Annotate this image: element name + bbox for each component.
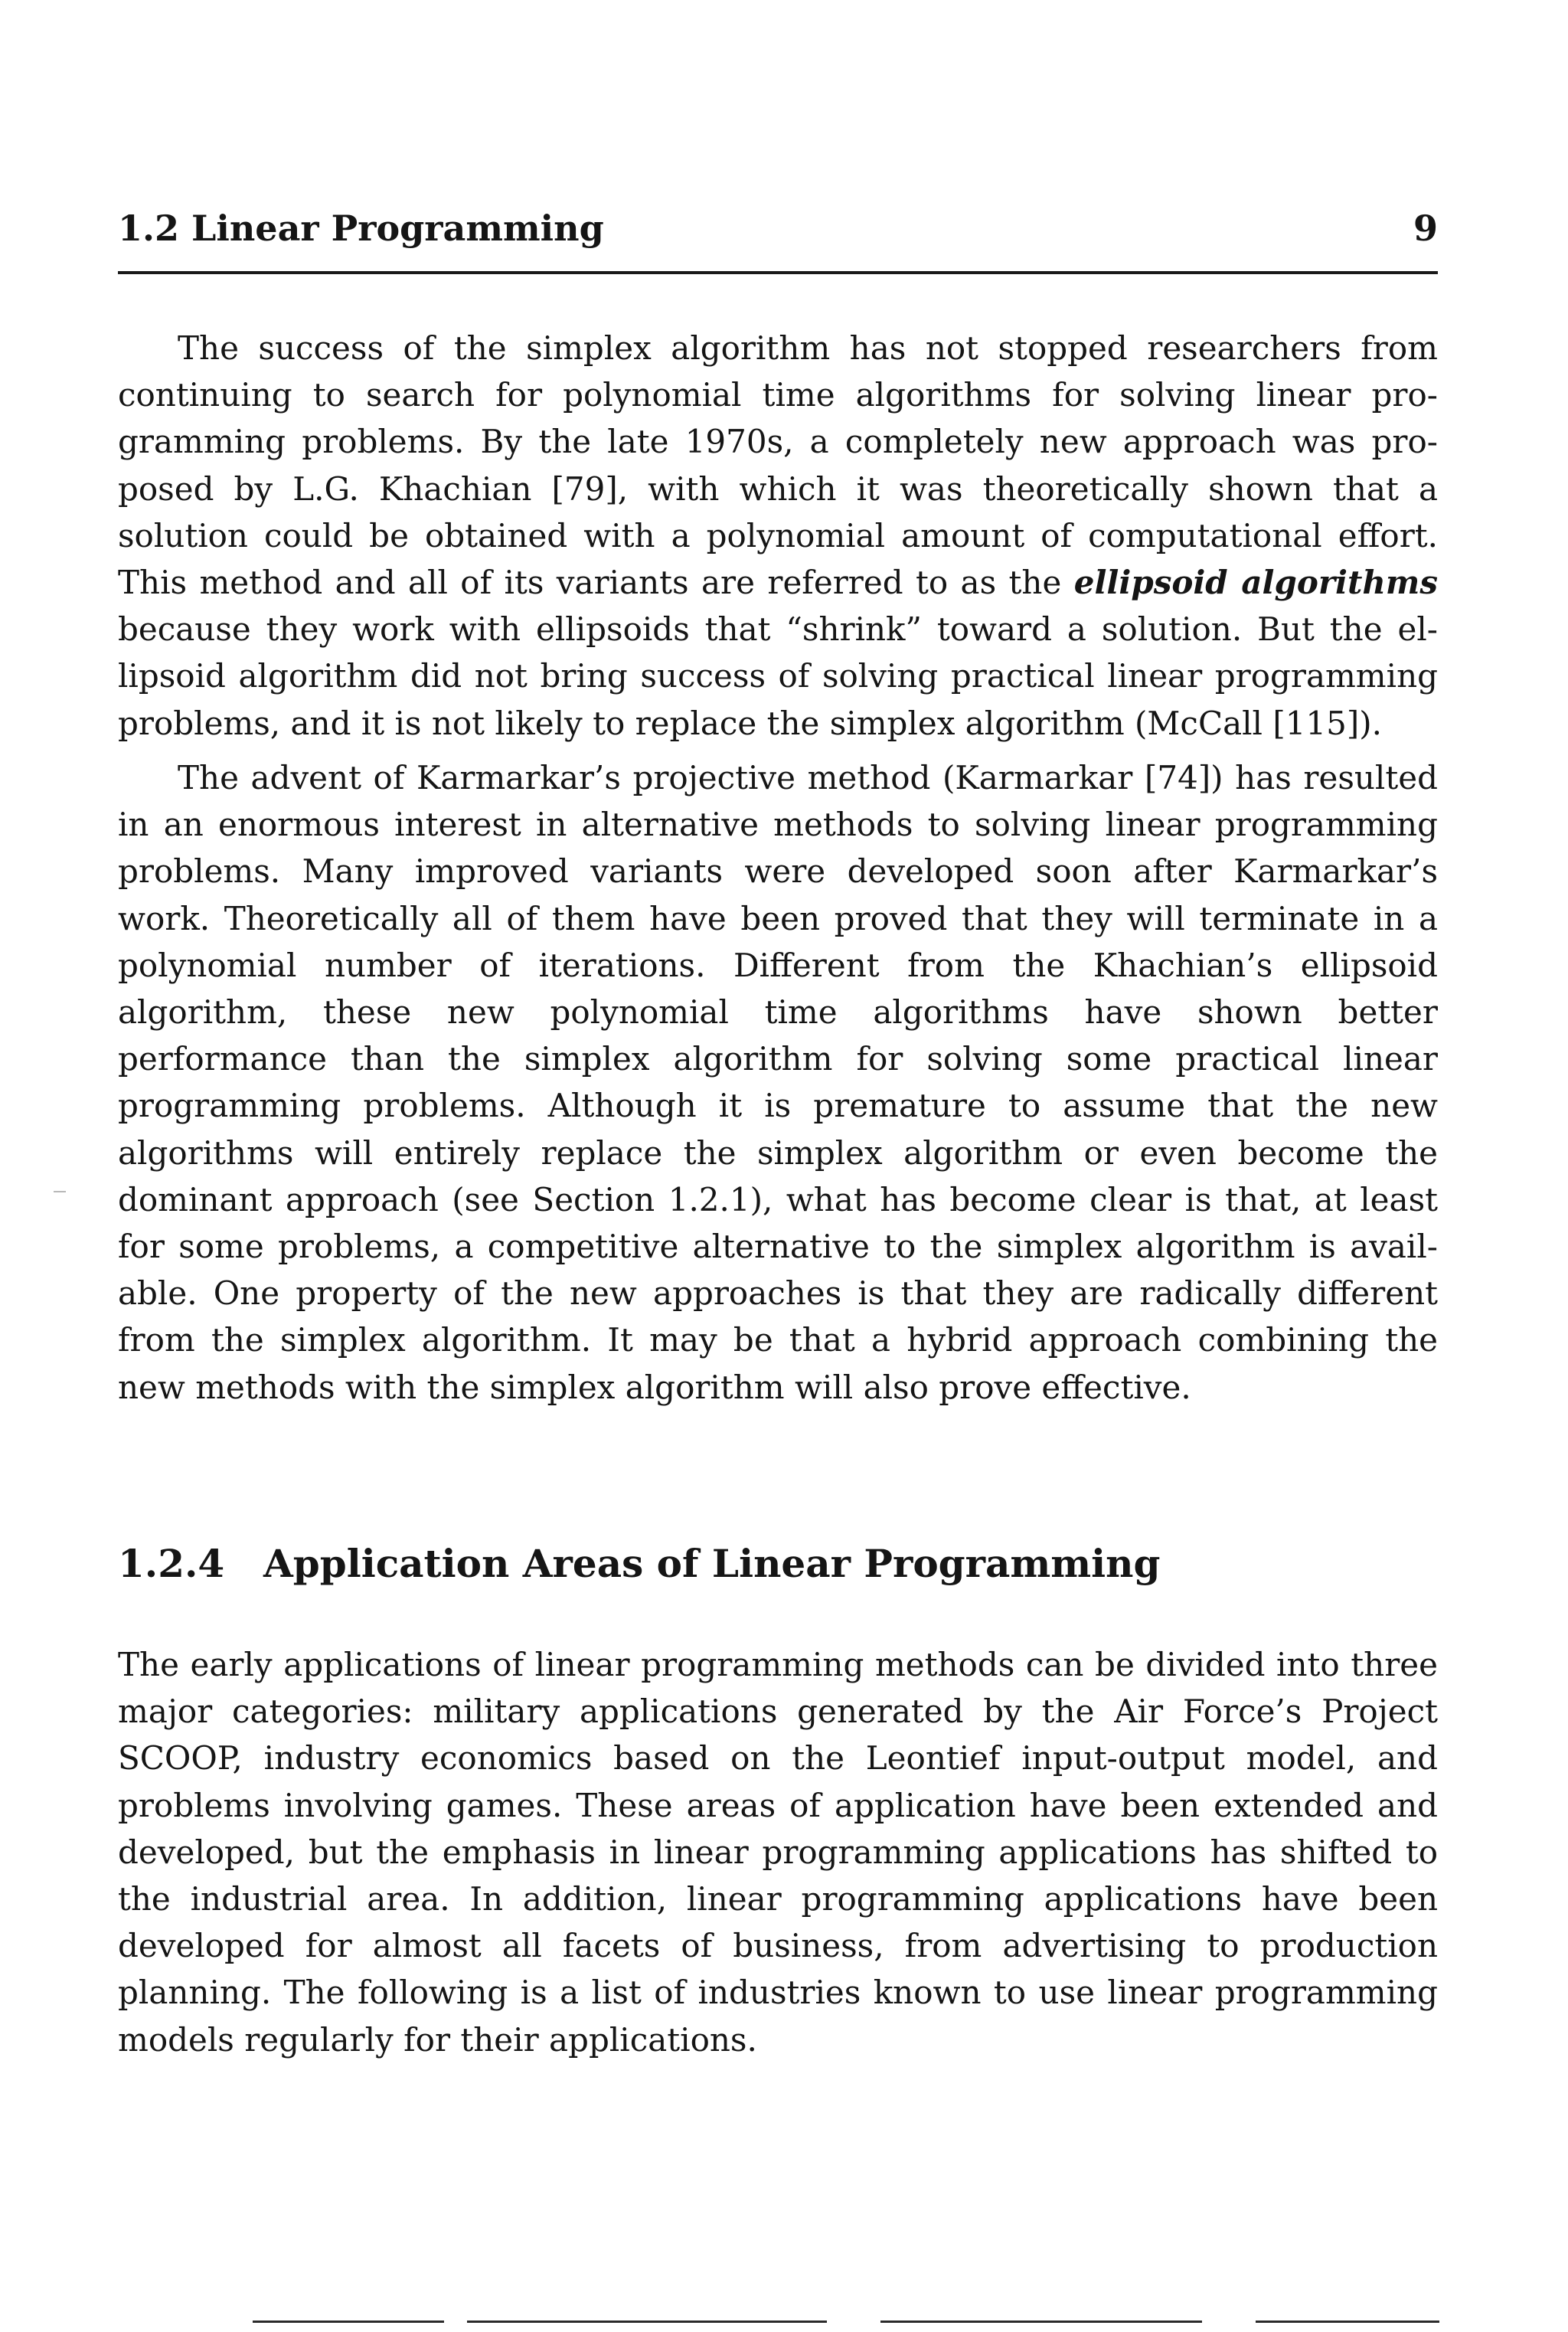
bottom-rule-segment <box>467 2321 827 2323</box>
paragraph-text: The early applications of linear programming methods can be divided into three major categories: military applications generated by the Air Force’s Project SCOOP, industry economics based on the Leontief input-output model, and problems involving games. These areas of application have been extended and developed, but the emphasis in linear programming applications has shifted to the industrial area. In addition, linear programming applications have been developed for almost all facets of business, from advertising to production planning. The following is a list of industries known to use linear programming models regularly for their applications. <box>118 1646 1438 2059</box>
bottom-rule-segment <box>253 2321 444 2323</box>
paragraph-text: The advent of Karmarkar’s projective method (Karmarkar [74]) has resulted in an enormous interest in alternative methods to solving linear programming problems. Many improved variants were developed soon after Karmarkar’s work. Theoretically all of them have been proved that they will terminate in a polynomial number of iterations. Different from the Khachian’s ellipsoid algorithm, these new polynomial time algorithms have shown better performance than the simplex algorithm for solving some practical linear programming problems. Although it is premature to assume that the new algorithms will entirely replace the simplex algorithm or even become the dominant approach (see Section 1.2.1), what has become clear is that, at least for some problems, a competitive alternative to the simplex algorithm is available. One property of the new approaches is that they are radically different from the simplex algorithm. It may be that a hybrid approach combining the new methods with the simplex algorithm will also prove effective. <box>118 759 1438 1406</box>
section-number: 1.2.4 <box>118 1541 225 1586</box>
paragraph-applications <box>118 1641 1438 2063</box>
margin-mark <box>54 1191 66 1192</box>
paragraph-text: The success of the simplex algorithm has not stopped researchers from continuing to search for polynomial time algorithms for solving linear programming problems. By the late 1970s, a completely new approach was proposed by L.G. Khachian [79], with which it was theoretically shown that a solution could be obtained with a polynomial amount of computational effort. This method and all of its variants are referred to as the <box>118 329 1438 602</box>
paragraph-text: because they work with ellipsoids that “shrink” toward a solution. But the ellipsoid algorithm did not bring success of solving practical linear programming problems, and it is not likely to replace the simplex algorithm (McCall [115]). <box>118 610 1438 742</box>
paragraph-ellipsoid <box>118 325 1438 747</box>
running-header-title: 1.2 Linear Programming <box>118 208 604 249</box>
section-title: Application Areas of Linear Programming <box>263 1541 1161 1586</box>
section-heading <box>118 1539 1438 1588</box>
paragraph-karmarkar <box>118 754 1438 1411</box>
page-number: 9 <box>1413 208 1438 249</box>
emphasized-term: ellipsoid algorithms <box>1073 564 1438 602</box>
bottom-rule-segment <box>880 2321 1202 2323</box>
running-header <box>118 205 1438 274</box>
bottom-rule-segment <box>1256 2321 1439 2323</box>
